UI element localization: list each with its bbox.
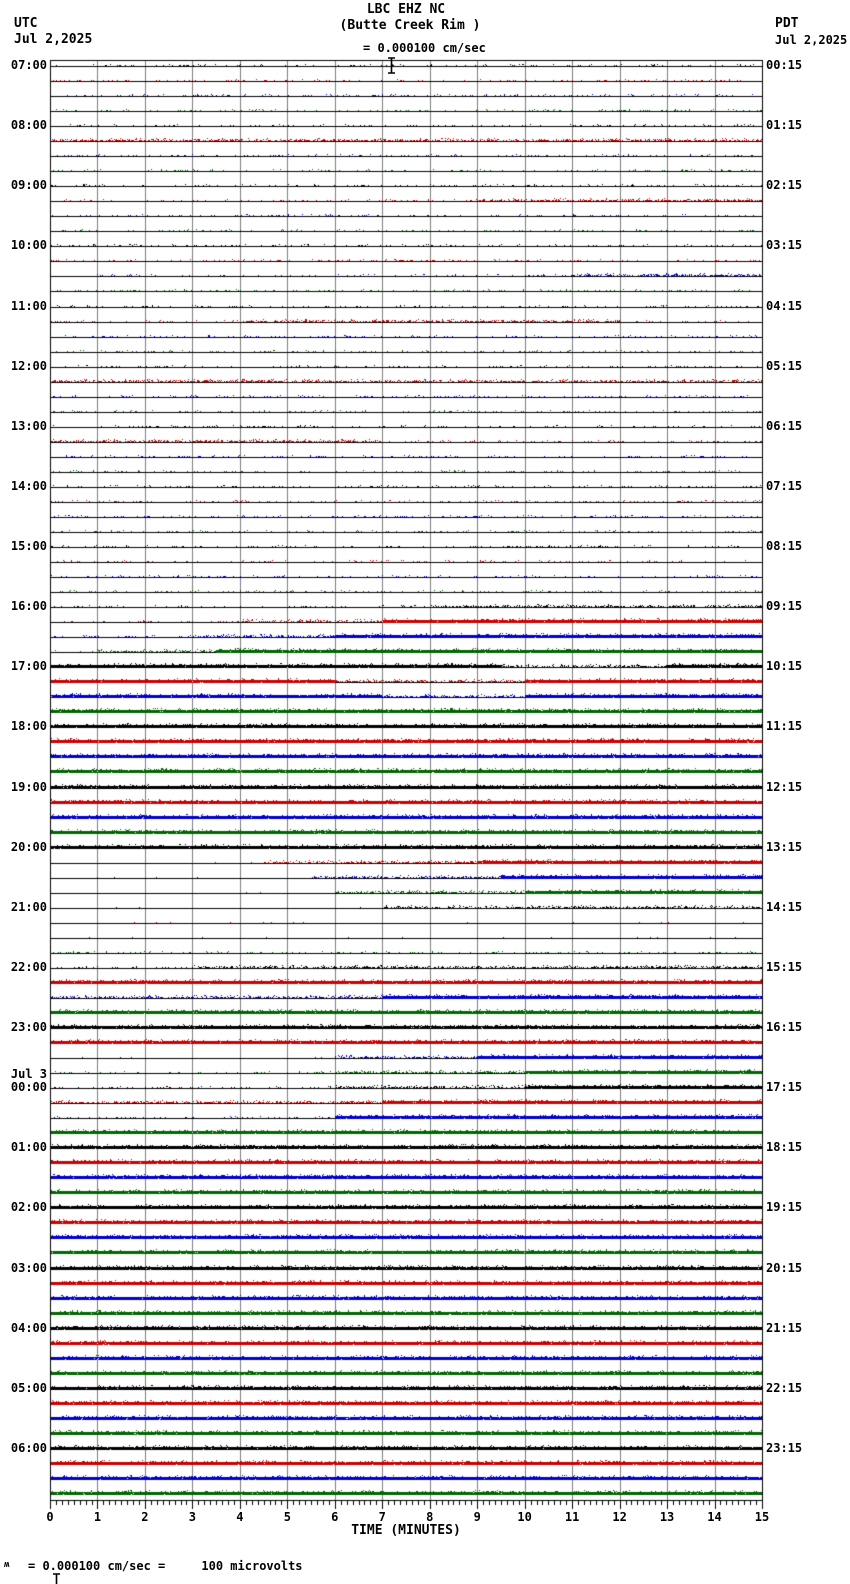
pdt-hour-label: 03:15 — [766, 238, 803, 252]
utc-hour-label: 23:00 — [10, 1020, 47, 1034]
x-axis-tick-label: 1 — [93, 1510, 102, 1524]
pdt-hour-label: 00:15 — [766, 58, 803, 72]
utc-hour-label: 13:00 — [10, 419, 47, 433]
x-axis-tick-label: 15 — [754, 1510, 770, 1524]
utc-hour-label: 14:00 — [10, 479, 47, 493]
pdt-hour-label: 21:15 — [766, 1321, 803, 1335]
utc-hour-label: 05:00 — [10, 1381, 47, 1395]
utc-hour-label: 18:00 — [10, 719, 47, 733]
x-axis-tick-label: 10 — [517, 1510, 532, 1524]
x-axis-tick-label: 5 — [283, 1510, 291, 1524]
pdt-hour-label: 16:15 — [766, 1020, 803, 1034]
pdt-hour-label: 15:15 — [766, 960, 803, 974]
utc-hour-label: 12:00 — [10, 359, 47, 373]
left-date-label: Jul 2,2025 — [14, 32, 93, 47]
footer-prefix-glyph: ʍ — [4, 1560, 10, 1570]
x-axis-tick-label: 12 — [612, 1510, 627, 1524]
utc-hour-label: 02:00 — [10, 1200, 47, 1214]
pdt-hour-label: 08:15 — [766, 539, 803, 553]
pdt-hour-label: 05:15 — [766, 359, 803, 373]
utc-hour-label: 17:00 — [10, 659, 47, 673]
utc-hour-label: 03:00 — [10, 1261, 47, 1275]
utc-hour-label: 09:00 — [10, 178, 47, 192]
station-title: LBC EHZ NC — [366, 2, 446, 17]
x-axis-tick-label: 9 — [473, 1510, 481, 1524]
x-axis-tick-label: 3 — [188, 1510, 197, 1524]
pdt-hour-label: 14:15 — [766, 900, 803, 914]
pdt-hour-label: 22:15 — [766, 1381, 803, 1395]
pdt-hour-label: 11:15 — [766, 719, 803, 733]
utc-hour-label: 22:00 — [10, 960, 47, 974]
pdt-hour-label: 10:15 — [766, 659, 803, 673]
utc-hour-label: 07:00 — [10, 58, 47, 72]
pdt-hour-label: 06:15 — [766, 419, 803, 433]
pdt-hour-label: 17:15 — [766, 1080, 803, 1094]
utc-day-change-label: Jul 3 — [10, 1067, 47, 1081]
x-axis-tick-label: 14 — [707, 1510, 722, 1524]
pdt-hour-label: 01:15 — [766, 118, 803, 132]
right-timezone-label: PDT — [775, 16, 799, 31]
utc-hour-label: 08:00 — [10, 118, 47, 132]
x-axis-tick-label: 7 — [378, 1510, 386, 1524]
x-axis-tick-label: 6 — [331, 1510, 339, 1524]
pdt-hour-label: 18:15 — [766, 1140, 803, 1154]
utc-hour-label: 19:00 — [10, 780, 47, 794]
utc-hour-label: 15:00 — [10, 539, 47, 553]
pdt-hour-label: 12:15 — [766, 780, 803, 794]
utc-hour-label: 06:00 — [10, 1441, 47, 1455]
x-axis-tick-label: 4 — [236, 1510, 244, 1524]
left-timezone-label: UTC — [14, 16, 38, 31]
footer-scale-text: = 0.000100 cm/sec = 100 microvolts — [28, 1559, 303, 1573]
utc-hour-label: 16:00 — [10, 599, 47, 613]
x-axis-tick-label: 8 — [426, 1510, 434, 1524]
utc-hour-label: 04:00 — [10, 1321, 47, 1335]
pdt-hour-label: 09:15 — [766, 599, 803, 613]
pdt-hour-label: 23:15 — [766, 1441, 803, 1455]
utc-hour-label: 10:00 — [10, 238, 47, 252]
header-scale-text: = 0.000100 cm/sec — [363, 41, 486, 55]
utc-hour-label: 01:00 — [10, 1140, 47, 1154]
pdt-hour-label: 19:15 — [766, 1200, 803, 1214]
x-axis-tick-label: 0 — [46, 1510, 54, 1524]
right-date-label: Jul 2,2025 — [775, 33, 848, 47]
x-axis-tick-label: 13 — [659, 1510, 675, 1524]
x-axis-tick-label: 2 — [141, 1510, 149, 1524]
utc-hour-label: 20:00 — [10, 840, 47, 854]
x-axis-tick-label: 11 — [564, 1510, 580, 1524]
pdt-hour-label: 13:15 — [766, 840, 803, 854]
pdt-hour-label: 04:15 — [766, 299, 803, 313]
pdt-hour-label: 07:15 — [766, 479, 803, 493]
utc-hour-label: 11:00 — [10, 299, 47, 313]
pdt-hour-label: 20:15 — [766, 1261, 803, 1275]
utc-hour-label: 00:00 — [10, 1080, 47, 1094]
pdt-hour-label: 02:15 — [766, 178, 803, 192]
station-subtitle: (Butte Creek Rim ) — [339, 18, 481, 33]
x-axis-title: TIME (MINUTES) — [351, 1523, 461, 1538]
utc-hour-label: 21:00 — [10, 900, 47, 914]
